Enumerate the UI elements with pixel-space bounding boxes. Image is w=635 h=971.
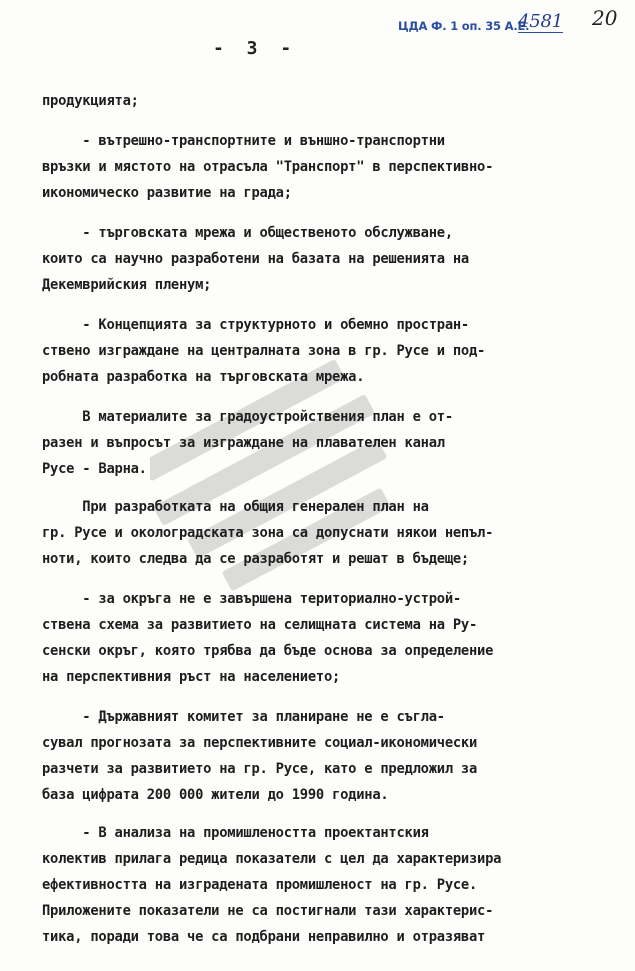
text-line: Декемврийския пленум;	[42, 277, 212, 293]
archive-stamp	[398, 12, 578, 36]
text-line: колектив прилага редица показатели с цел да характеризира	[42, 851, 502, 867]
text-line: разчети за развитието на гр. Русе, като е предложил за	[42, 761, 478, 777]
text-line: сенски окръг, която трябва да бъде основа за определение	[42, 643, 494, 659]
text-line: на перспективния ръст на населението;	[42, 669, 341, 685]
folio-number: 20	[592, 6, 618, 30]
text-line: гр. Русе и околоградската зона са допуснати някои непъл-	[42, 525, 494, 541]
text-line: тика, поради това че са подбрани неправилно и отразяват	[42, 929, 486, 945]
text-line: - Държавният комитет за планиране не е съгла-	[42, 709, 445, 725]
text-line: При разработката на общия генерален план на	[42, 499, 429, 515]
text-line: - В анализа на промишлеността проектантския	[42, 825, 429, 841]
text-line: разен и въпросът за изграждане на плавателен канал	[42, 435, 445, 451]
text-line: Русе - Варна.	[42, 461, 147, 477]
text-line: ствена схема за развитието на селищната система на Ру-	[42, 617, 478, 633]
text-line: - Концепцията за структурното и обемно простран-	[42, 317, 469, 333]
text-line: връзки и мястото на отрасъла "Транспорт" в перспективно-	[42, 159, 494, 175]
text-line: продукцията;	[42, 93, 139, 109]
text-line: - за окръга не е завършена териториално-устрой-	[42, 591, 461, 607]
text-line: икономическо развитие на града;	[42, 185, 292, 201]
page-number: - 3 -	[213, 38, 298, 59]
text-line: - вътрешно-транспортните и външно-транспортни	[42, 133, 445, 149]
archive-stamp-label: ЦДА Ф. 1 оп. 35 А.Е.	[398, 19, 530, 33]
text-line: Приложените показатели не са постигнали тази характерис-	[42, 903, 494, 919]
text-line: база цифрата 200 000 жители до 1990 година.	[42, 787, 389, 803]
text-line: ефективността на изградената промишленост на гр. Русе.	[42, 877, 478, 893]
text-line: ствено изграждане на централната зона в гр. Русе и под-	[42, 343, 486, 359]
text-line: В материалите за градоустройствения план е от-	[42, 409, 453, 425]
text-line: сувал прогнозата за перспективните социал-икономически	[42, 735, 478, 751]
archive-unit-number: 4581	[518, 11, 564, 32]
text-line: ноти, които следва да се разработят и решат в бъдеще;	[42, 551, 469, 567]
text-line: - търговската мрежа и общественото обслужване,	[42, 225, 453, 241]
text-line: робната разработка на търговската мрежа.	[42, 369, 365, 385]
text-line: които са научно разработени на базата на решенията на	[42, 251, 469, 267]
